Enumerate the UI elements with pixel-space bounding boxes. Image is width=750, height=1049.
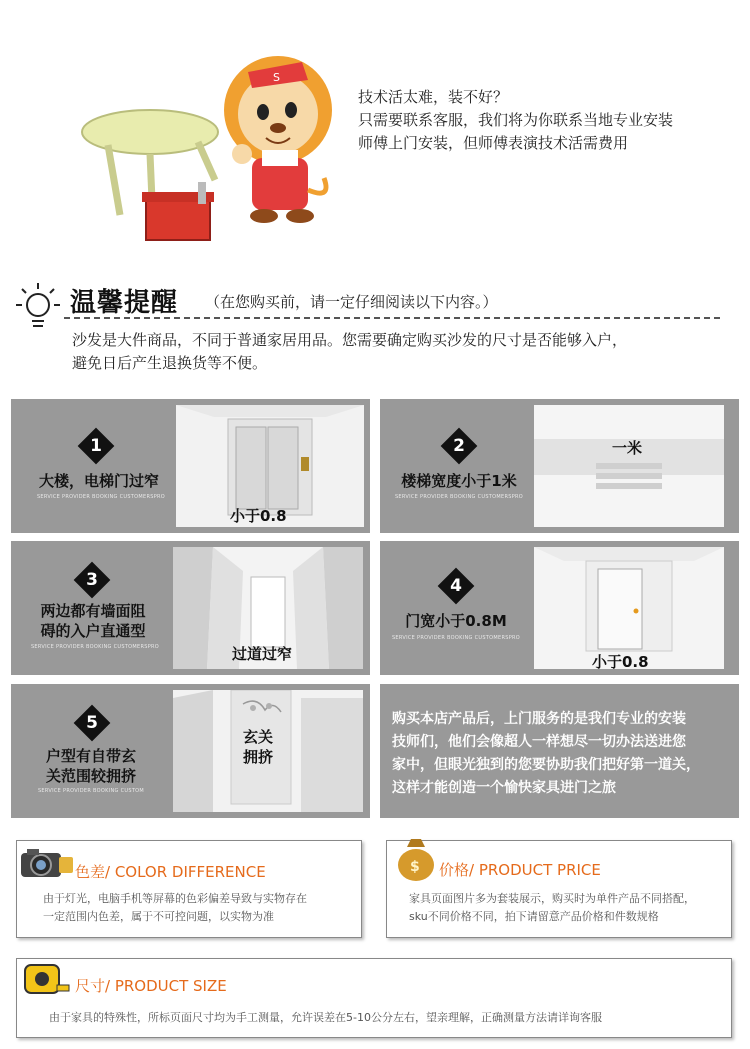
color-difference-line-1: 由于灯光，电脑手机等屏幕的色彩偏差导致与实物存在 — [43, 892, 307, 905]
corridor-image — [173, 547, 363, 669]
reminder-subtitle: （在您购买前，请一定仔细阅读以下内容。） — [205, 293, 498, 311]
service-line-3: 家中，但眼光独到的您要协助我们把好第一道关， — [392, 757, 700, 773]
product-price-line-1: 家具页面图片多为套装展示，购买时为单件产品不同搭配， — [409, 892, 695, 905]
panel-label: 大楼，电梯门过窄 — [38, 472, 159, 490]
product-size-line-1: 由于家具的特殊性，所标页面尺寸均为手工测量，允许误差在5-10公分左右，望亲理解，正确测量方法请详询客服 — [49, 1011, 602, 1024]
camera-icon — [17, 841, 77, 881]
intro-line-3: 师傅上门安装，但师傅表演技术活需费用 — [358, 134, 629, 152]
reminder-body — [72, 329, 732, 375]
number-badge-text: 4 — [450, 576, 462, 596]
color-difference-box — [16, 840, 362, 938]
color-difference-title: 色差/ COLOR DIFFERENCE — [75, 863, 266, 881]
product-price-box — [386, 840, 732, 938]
product-price-title: 价格/ PRODUCT PRICE — [439, 861, 601, 879]
installation-intro — [358, 86, 728, 155]
stairs-drawing — [534, 405, 724, 527]
lion-mascot-illustration — [80, 50, 340, 250]
panel-label: 门宽小于0.8M — [405, 612, 507, 630]
reminder-title: 温馨提醒 — [70, 288, 179, 318]
panel-sub-text: SERVICE PROVIDER BOOKING CUSTOM — [37, 788, 145, 794]
product-size-box — [16, 958, 732, 1038]
panel-label: 楼梯宽度小于1米 — [401, 472, 517, 490]
service-note — [380, 684, 739, 818]
panel-door — [380, 541, 739, 675]
panel-sub-text: SERVICE PROVIDER BOOKING CUSTOMERSPRO — [36, 494, 166, 500]
panel-sub-text: SERVICE PROVIDER BOOKING CUSTOMERSPRO — [30, 644, 160, 650]
panel-entrance — [11, 684, 370, 818]
svg-text:$: $ — [410, 859, 420, 875]
stairs-image — [534, 405, 724, 527]
svg-text:S: S — [273, 71, 280, 84]
panel-label-line-1: 两边都有墙面阻 — [40, 602, 146, 620]
number-badge-text: 5 — [86, 713, 98, 733]
image-caption-line-1: 玄关 — [243, 728, 274, 746]
panel-sub-text: SERVICE PROVIDER BOOKING CUSTOMERSPRO — [394, 494, 524, 500]
reminder-body-line-1: 沙发是大件商品，不同于普通家居用品。您需要确定购买沙发的尺寸是否能够入户， — [72, 331, 628, 349]
reminder-divider — [64, 317, 720, 319]
image-caption-line-2: 拥挤 — [243, 748, 274, 766]
money-bag-icon — [393, 833, 439, 883]
tape-measure-icon — [21, 961, 71, 997]
door-image — [534, 547, 724, 669]
reminder-body-line-2: 避免日后产生退换货等不便。 — [72, 354, 268, 372]
product-price-line-2: sku不同价格不同，拍下请留意产品价格和件数规格 — [409, 910, 659, 923]
number-badge-text: 3 — [86, 570, 98, 590]
elevator-image — [176, 405, 364, 527]
intro-line-2: 只需要联系客服，我们将为你联系当地专业安装 — [358, 111, 674, 129]
image-caption: 一米 — [612, 439, 643, 457]
panel-label-line-2: 关范围较拥挤 — [45, 767, 136, 785]
number-badge-text: 2 — [453, 436, 465, 456]
image-caption: 小于0.8 — [230, 507, 287, 525]
service-line-1: 购买本店产品后，上门服务的是我们专业的安装 — [392, 711, 686, 727]
entrance-image — [173, 690, 363, 812]
panel-sub-text: SERVICE PROVIDER BOOKING CUSTOMERSPRO — [391, 635, 521, 641]
panel-label-line-2: 碍的入户直通型 — [40, 622, 146, 640]
service-line-2: 技师们，他们会像超人一样想尽一切办法送进您 — [392, 734, 686, 750]
panel-elevator — [11, 399, 370, 533]
service-line-4: 这样才能创造一个愉快家具进门之旅 — [392, 780, 616, 796]
number-badge-text: 1 — [90, 436, 102, 456]
panel-corridor — [11, 541, 370, 675]
panel-stairs — [380, 399, 739, 533]
image-caption: 过道过窄 — [232, 645, 293, 663]
lightbulb-sun-icon — [14, 281, 62, 333]
panel-label-line-1: 户型有自带玄 — [45, 747, 136, 765]
intro-line-1: 技术活太难，装不好？ — [358, 88, 509, 106]
product-size-title: 尺寸/ PRODUCT SIZE — [75, 977, 227, 995]
color-difference-line-2: 一定范围内色差，属于不可控问题，以实物为准 — [43, 910, 274, 923]
image-caption: 小于0.8 — [592, 653, 649, 669]
